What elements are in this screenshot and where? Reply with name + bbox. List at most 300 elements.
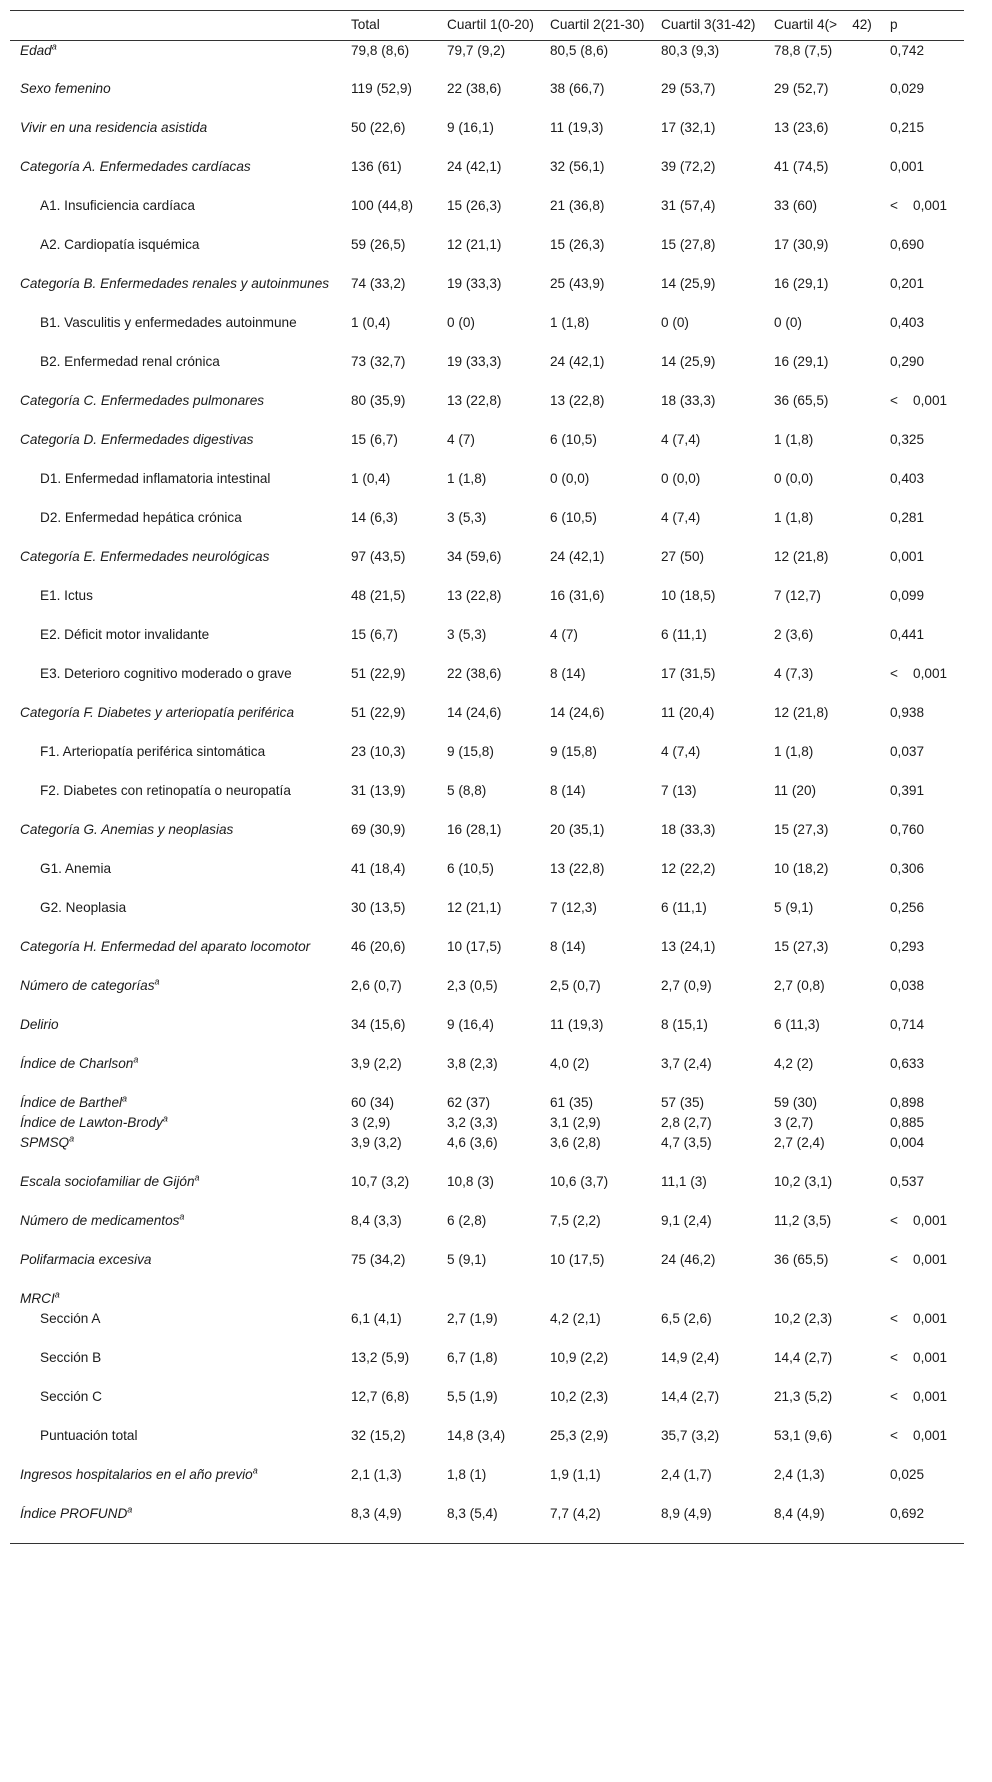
row-label-cell	[10, 430, 343, 469]
cell-q4: 11,2 (3,5)	[774, 1213, 832, 1228]
header-cell-p: p	[890, 17, 898, 32]
row-label: Sexo femenino	[20, 81, 111, 96]
cell-total: 3,9 (2,2)	[351, 1056, 402, 1071]
cell-p: 0,760	[890, 822, 925, 837]
cell-q3: 9,1 (2,4)	[661, 1213, 712, 1228]
cell-q1: 4,6 (3,6)	[447, 1135, 498, 1150]
cell-q1: 19 (33,3)	[447, 354, 502, 369]
cell-q3: 2,4 (1,7)	[661, 1467, 712, 1482]
cell-p: 0,391	[890, 783, 925, 798]
cell-q1: 16 (28,1)	[447, 822, 502, 837]
row-label: Índice de Lawton-Brody	[20, 1115, 163, 1130]
cell-q1: 1 (1,8)	[447, 471, 487, 486]
cell-p: 0,025	[890, 1467, 925, 1482]
row-label-cell	[10, 118, 343, 157]
row-label: Categoría C. Enfermedades pulmonares	[20, 393, 265, 408]
cell-q4: 29 (52,7)	[774, 81, 829, 96]
footnote-marker: a	[54, 1289, 60, 1300]
cell-total: 3,9 (3,2)	[351, 1135, 402, 1150]
table-row	[10, 391, 964, 430]
table-row	[10, 703, 964, 742]
row-label: Categoría D. Enfermedades digestivas	[20, 432, 254, 447]
row-label-cell	[10, 1015, 343, 1054]
cell-total: 97 (43,5)	[351, 549, 406, 564]
cell-p: 0,898	[890, 1095, 925, 1110]
cell-q1: 6,7 (1,8)	[447, 1350, 498, 1365]
row-label-cell	[10, 391, 343, 430]
cell-q3: 7 (13)	[661, 783, 697, 798]
cell-q3: 29 (53,7)	[661, 81, 716, 96]
cell-p: 0,281	[890, 510, 925, 525]
cell-total: 136 (61)	[351, 159, 402, 174]
row-label: D1. Enfermedad inflamatoria intestinal	[40, 471, 271, 486]
cell-q3: 14 (25,9)	[661, 276, 716, 291]
cell-q2: 3,6 (2,8)	[550, 1135, 601, 1150]
cell-q1: 12 (21,1)	[447, 900, 502, 915]
cell-p: < 0,001	[890, 1213, 948, 1228]
row-label: A1. Insuficiencia cardíaca	[40, 198, 195, 213]
row-label: Categoría E. Enfermedades neurológicas	[20, 549, 270, 564]
row-label-cell	[10, 781, 343, 820]
table-row	[10, 742, 964, 781]
row-label: Categoría G. Anemias y neoplasias	[20, 822, 234, 837]
cell-q4: 2,4 (1,3)	[774, 1467, 825, 1482]
cell-total: 41 (18,4)	[351, 861, 406, 876]
cell-q2: 9 (15,8)	[550, 744, 597, 759]
footnote-marker: a	[154, 976, 160, 987]
row-label-cell	[10, 625, 343, 664]
cell-q1: 13 (22,8)	[447, 393, 502, 408]
cell-q2: 13 (22,8)	[550, 861, 605, 876]
row-label-cell	[10, 1172, 343, 1211]
cell-total: 34 (15,6)	[351, 1017, 406, 1032]
row-label: G2. Neoplasia	[40, 900, 127, 915]
cell-total: 30 (13,5)	[351, 900, 406, 915]
row-label: G1. Anemia	[40, 861, 112, 876]
header-cell-label	[10, 11, 343, 41]
cell-q2: 4,0 (2)	[550, 1056, 590, 1071]
cell-q4: 33 (60)	[774, 198, 818, 213]
cell-q2: 7,7 (4,2)	[550, 1506, 601, 1521]
cell-total: 79,8 (8,6)	[351, 42, 410, 58]
cell-q1	[439, 1289, 542, 1309]
row-label-cell	[10, 508, 343, 547]
cell-total: 23 (10,3)	[351, 744, 406, 759]
table-body	[10, 40, 964, 1543]
cell-p: 0,293	[890, 939, 925, 954]
cell-q3: 3,7 (2,4)	[661, 1056, 712, 1071]
cell-p: 0,714	[890, 1017, 925, 1032]
cell-q2: 15 (26,3)	[550, 237, 605, 252]
cell-p: < 0,001	[890, 198, 948, 213]
header-cell-total: Total	[351, 17, 380, 32]
cell-q3: 4 (7,4)	[661, 432, 701, 447]
cell-q4: 1 (1,8)	[774, 510, 814, 525]
table-row	[10, 898, 964, 937]
footnote-marker: a	[122, 1093, 128, 1104]
row-label-cell	[10, 313, 343, 352]
table-row	[10, 1465, 964, 1504]
cell-p: < 0,001	[890, 1428, 948, 1443]
cell-q1: 22 (38,6)	[447, 81, 502, 96]
row-label: Categoría A. Enfermedades cardíacas	[20, 159, 251, 174]
row-label: SPMSQ	[20, 1135, 70, 1150]
row-label-cell	[10, 898, 343, 937]
cell-q1: 10 (17,5)	[447, 939, 502, 954]
row-label: Sección A	[40, 1311, 101, 1326]
cell-q3: 18 (33,3)	[661, 822, 716, 837]
cell-q3: 14,4 (2,7)	[661, 1389, 720, 1404]
cell-p: 0,256	[890, 900, 925, 915]
cell-p: < 0,001	[890, 666, 948, 681]
table-header	[10, 11, 964, 41]
cell-p: < 0,001	[890, 1252, 948, 1267]
cell-q2: 25,3 (2,9)	[550, 1428, 609, 1443]
cell-q1: 14 (24,6)	[447, 705, 502, 720]
row-label: Número de categorías	[20, 978, 155, 993]
cell-p: 0,290	[890, 354, 925, 369]
cell-q2: 13 (22,8)	[550, 393, 605, 408]
cell-q3: 17 (32,1)	[661, 120, 716, 135]
cell-q2: 11 (19,3)	[550, 1017, 604, 1032]
cell-q3: 11,1 (3)	[661, 1174, 707, 1189]
cell-q1: 24 (42,1)	[447, 159, 502, 174]
row-label: A2. Cardiopatía isquémica	[40, 237, 200, 252]
table-row	[10, 937, 964, 976]
cell-p: 0,215	[890, 120, 925, 135]
table-row	[10, 1504, 964, 1543]
row-label-cell	[10, 1465, 343, 1504]
cell-q1: 62 (37)	[447, 1095, 491, 1110]
cell-q2: 80,5 (8,6)	[550, 42, 609, 58]
row-label-cell	[10, 586, 343, 625]
cell-q1: 3 (5,3)	[447, 510, 487, 525]
cell-q2: 8 (14)	[550, 939, 586, 954]
footnote-marker: a	[194, 1172, 200, 1183]
header-cell-q3: Cuartil 3(31-42)	[661, 17, 756, 32]
cell-q1: 19 (33,3)	[447, 276, 502, 291]
cell-q1: 6 (10,5)	[447, 861, 494, 876]
cell-q4	[766, 1289, 882, 1309]
cell-q1: 10,8 (3)	[447, 1174, 494, 1189]
cell-total: 15 (6,7)	[351, 627, 398, 642]
cell-q2: 8 (14)	[550, 666, 586, 681]
cell-q2: 25 (43,9)	[550, 276, 605, 291]
cell-q1: 9 (15,8)	[447, 744, 494, 759]
cell-total: 73 (32,7)	[351, 354, 406, 369]
row-label: Categoría F. Diabetes y arteriopatía periférica	[20, 705, 295, 720]
cell-q2: 1,9 (1,1)	[550, 1467, 601, 1482]
row-label-cell	[10, 1426, 343, 1465]
cell-total: 75 (34,2)	[351, 1252, 406, 1267]
cell-total: 8,4 (3,3)	[351, 1213, 402, 1228]
cell-total: 69 (30,9)	[351, 822, 406, 837]
table-row	[10, 274, 964, 313]
cell-q3: 6 (11,1)	[661, 627, 707, 642]
table-row	[10, 1387, 964, 1426]
table-row	[10, 586, 964, 625]
cell-q3: 0 (0)	[661, 315, 689, 330]
row-label-cell	[10, 664, 343, 703]
cell-total: 32 (15,2)	[351, 1428, 406, 1443]
cell-q4: 0 (0)	[774, 315, 802, 330]
cell-p: 0,441	[890, 627, 925, 642]
cell-q4: 16 (29,1)	[774, 354, 829, 369]
row-label-cell	[10, 976, 343, 1015]
cell-q1: 5 (8,8)	[447, 783, 487, 798]
cell-total: 74 (33,2)	[351, 276, 406, 291]
cell-q1: 12 (21,1)	[447, 237, 502, 252]
row-label-cell	[10, 1211, 343, 1250]
row-label-cell	[10, 742, 343, 781]
cell-q3: 14,9 (2,4)	[661, 1350, 720, 1365]
row-label: Sección B	[40, 1350, 102, 1365]
cell-q4: 17 (30,9)	[774, 237, 829, 252]
cell-q1: 34 (59,6)	[447, 549, 502, 564]
cell-q1: 15 (26,3)	[447, 198, 502, 213]
cell-q3: 8 (15,1)	[661, 1017, 708, 1032]
table-row	[10, 430, 964, 469]
row-label-cell	[10, 703, 343, 742]
cell-q2: 20 (35,1)	[550, 822, 605, 837]
cell-total: 1 (0,4)	[351, 315, 391, 330]
cell-p: < 0,001	[890, 1389, 948, 1404]
row-label: Índice PROFUND	[20, 1506, 128, 1521]
cell-q1: 3 (5,3)	[447, 627, 487, 642]
table-row	[10, 196, 964, 235]
cell-q1: 79,7 (9,2)	[447, 42, 506, 58]
cell-q2: 8 (14)	[550, 783, 586, 798]
cell-q4: 53,1 (9,6)	[774, 1428, 833, 1443]
cell-q1: 5,5 (1,9)	[447, 1389, 498, 1404]
cell-total: 46 (20,6)	[351, 939, 406, 954]
row-label: E1. Ictus	[40, 588, 93, 603]
cell-q1: 13 (22,8)	[447, 588, 502, 603]
cell-q2: 10,6 (3,7)	[550, 1174, 609, 1189]
table-row	[10, 1093, 964, 1113]
cell-q4: 36 (65,5)	[774, 1252, 829, 1267]
footnote-marker: a	[162, 1113, 168, 1124]
cell-q4: 0 (0,0)	[774, 471, 814, 486]
cell-q3: 6 (11,1)	[661, 900, 707, 915]
row-label: Puntuación total	[40, 1428, 138, 1443]
footnote-marker: a	[69, 1133, 75, 1144]
cell-q2: 10,9 (2,2)	[550, 1350, 609, 1365]
row-label: Categoría B. Enfermedades renales y autoinmunes	[20, 276, 330, 291]
row-label: B2. Enfermedad renal crónica	[40, 354, 220, 369]
table-row	[10, 1133, 964, 1172]
cell-q2: 38 (66,7)	[550, 81, 605, 96]
row-label: Sección C	[40, 1389, 102, 1404]
row-label: B1. Vasculitis y enfermedades autoinmune	[40, 315, 297, 330]
row-label-cell	[10, 1387, 343, 1426]
cell-p: 0,201	[890, 276, 925, 291]
row-label-cell	[10, 547, 343, 586]
cell-p: 0,306	[890, 861, 925, 876]
cell-total: 15 (6,7)	[351, 432, 398, 447]
data-table	[10, 10, 964, 1544]
row-label-cell	[10, 1054, 343, 1093]
cell-total	[343, 1289, 439, 1309]
cell-q4: 15 (27,3)	[774, 939, 829, 954]
row-label-cell	[10, 235, 343, 274]
cell-total: 3 (2,9)	[351, 1115, 391, 1130]
cell-p: < 0,001	[890, 1311, 948, 1326]
row-label: Número de medicamentos	[20, 1213, 180, 1228]
table-row	[10, 352, 964, 391]
footnote-marker: a	[179, 1211, 185, 1222]
table-container	[10, 10, 964, 1544]
row-label-cell	[10, 1093, 343, 1113]
table-row	[10, 313, 964, 352]
row-label: E3. Deterioro cognitivo moderado o grave	[40, 666, 292, 681]
cell-q4: 15 (27,3)	[774, 822, 829, 837]
cell-q3: 2,7 (0,9)	[661, 978, 712, 993]
row-label-cell	[10, 859, 343, 898]
cell-q2: 21 (36,8)	[550, 198, 605, 213]
cell-q4: 2,7 (2,4)	[774, 1135, 825, 1150]
cell-total: 6,1 (4,1)	[351, 1311, 402, 1326]
cell-q3	[653, 1289, 766, 1309]
cell-q4: 12 (21,8)	[774, 705, 829, 720]
cell-q3: 6,5 (2,6)	[661, 1311, 712, 1326]
footnote-marker: a	[252, 1465, 258, 1476]
cell-p: 0,692	[890, 1506, 925, 1521]
table-row	[10, 859, 964, 898]
cell-q2: 6 (10,5)	[550, 510, 597, 525]
cell-q4: 12 (21,8)	[774, 549, 829, 564]
table-row	[10, 1211, 964, 1250]
cell-q4: 7 (12,7)	[774, 588, 821, 603]
row-label-cell	[10, 274, 343, 313]
cell-q4: 10 (18,2)	[774, 861, 829, 876]
cell-q3: 27 (50)	[661, 549, 705, 564]
cell-p: 0,325	[890, 432, 925, 447]
row-label: F2. Diabetes con retinopatía o neuropatía	[40, 783, 291, 798]
cell-q2: 24 (42,1)	[550, 549, 605, 564]
cell-total: 51 (22,9)	[351, 705, 406, 720]
cell-q4: 13 (23,6)	[774, 120, 829, 135]
footnote-marker: a	[127, 1504, 133, 1515]
row-label-cell	[10, 1504, 343, 1543]
row-label-cell	[10, 469, 343, 508]
cell-p	[882, 1289, 964, 1309]
cell-q3: 57 (35)	[661, 1095, 705, 1110]
cell-q2: 4,2 (2,1)	[550, 1311, 601, 1326]
table-row	[10, 1113, 964, 1133]
row-label: Vivir en una residencia asistida	[20, 120, 208, 135]
row-label: Polifarmacia excesiva	[20, 1252, 152, 1267]
cell-total: 50 (22,6)	[351, 120, 406, 135]
cell-q2: 1 (1,8)	[550, 315, 590, 330]
cell-q2: 24 (42,1)	[550, 354, 605, 369]
cell-p: 0,537	[890, 1174, 925, 1189]
row-label: F1. Arteriopatía periférica sintomática	[40, 744, 266, 759]
row-label-cell	[10, 157, 343, 196]
cell-q3: 18 (33,3)	[661, 393, 716, 408]
cell-p: < 0,001	[890, 393, 948, 408]
cell-q1: 3,2 (3,3)	[447, 1115, 498, 1130]
cell-q2: 7,5 (2,2)	[550, 1213, 601, 1228]
cell-q2: 16 (31,6)	[550, 588, 605, 603]
cell-q1: 14,8 (3,4)	[447, 1428, 506, 1443]
row-label-cell	[10, 1133, 343, 1172]
cell-q2: 10,2 (2,3)	[550, 1389, 609, 1404]
header-cell-q4: Cuartil 4(> 42)	[774, 17, 872, 32]
cell-total: 80 (35,9)	[351, 393, 406, 408]
cell-q3: 13 (24,1)	[661, 939, 716, 954]
header-row	[10, 11, 964, 41]
cell-p: 0,885	[890, 1115, 925, 1130]
header-cell-q2: Cuartil 2(21-30)	[550, 17, 645, 32]
cell-total: 31 (13,9)	[351, 783, 406, 798]
table-row	[10, 976, 964, 1015]
cell-q1: 9 (16,4)	[447, 1017, 494, 1032]
cell-q2: 10 (17,5)	[550, 1252, 605, 1267]
cell-q3: 4 (7,4)	[661, 510, 701, 525]
row-label: Categoría H. Enfermedad del aparato locomotor	[20, 939, 311, 954]
header-cell-q1: Cuartil 1(0-20)	[447, 17, 534, 32]
cell-q4: 4,2 (2)	[774, 1056, 814, 1071]
cell-q4: 36 (65,5)	[774, 393, 829, 408]
cell-q4: 4 (7,3)	[774, 666, 814, 681]
cell-p: 0,938	[890, 705, 925, 720]
cell-q4: 41 (74,5)	[774, 159, 829, 174]
cell-total: 48 (21,5)	[351, 588, 406, 603]
row-label: Delirio	[20, 1017, 59, 1032]
cell-q1: 4 (7)	[447, 432, 475, 447]
cell-q1: 3,8 (2,3)	[447, 1056, 498, 1071]
cell-total: 2,6 (0,7)	[351, 978, 402, 993]
cell-total: 13,2 (5,9)	[351, 1350, 410, 1365]
cell-q1: 5 (9,1)	[447, 1252, 487, 1267]
cell-q3: 0 (0,0)	[661, 471, 701, 486]
cell-p: 0,099	[890, 588, 925, 603]
cell-total: 59 (26,5)	[351, 237, 406, 252]
row-label-cell	[10, 937, 343, 976]
cell-q3: 4,7 (3,5)	[661, 1135, 712, 1150]
table-row	[10, 1426, 964, 1465]
cell-q4: 16 (29,1)	[774, 276, 829, 291]
cell-q2: 2,5 (0,7)	[550, 978, 601, 993]
cell-q4: 2 (3,6)	[774, 627, 814, 642]
cell-total: 8,3 (4,9)	[351, 1506, 402, 1521]
cell-q1: 2,3 (0,5)	[447, 978, 498, 993]
cell-q3: 31 (57,4)	[661, 198, 716, 213]
cell-q4: 3 (2,7)	[774, 1115, 814, 1130]
cell-q4: 14,4 (2,7)	[774, 1350, 833, 1365]
table-row	[10, 40, 964, 79]
cell-total: 2,1 (1,3)	[351, 1467, 402, 1482]
cell-q2: 14 (24,6)	[550, 705, 605, 720]
cell-q4: 59 (30)	[774, 1095, 818, 1110]
table-row	[10, 820, 964, 859]
cell-q4: 6 (11,3)	[774, 1017, 820, 1032]
cell-q3: 8,9 (4,9)	[661, 1506, 712, 1521]
cell-p: < 0,001	[890, 1350, 948, 1365]
table-row	[10, 547, 964, 586]
row-label-cell	[10, 40, 343, 79]
cell-q4: 2,7 (0,8)	[774, 978, 825, 993]
row-label-cell	[10, 1113, 343, 1133]
row-label-cell	[10, 79, 343, 118]
row-label-cell	[10, 196, 343, 235]
cell-q1: 0 (0)	[447, 315, 475, 330]
row-label: Ingresos hospitalarios en el año previo	[20, 1467, 253, 1482]
cell-q3: 11 (20,4)	[661, 705, 715, 720]
cell-q2: 32 (56,1)	[550, 159, 605, 174]
cell-q2: 11 (19,3)	[550, 120, 604, 135]
